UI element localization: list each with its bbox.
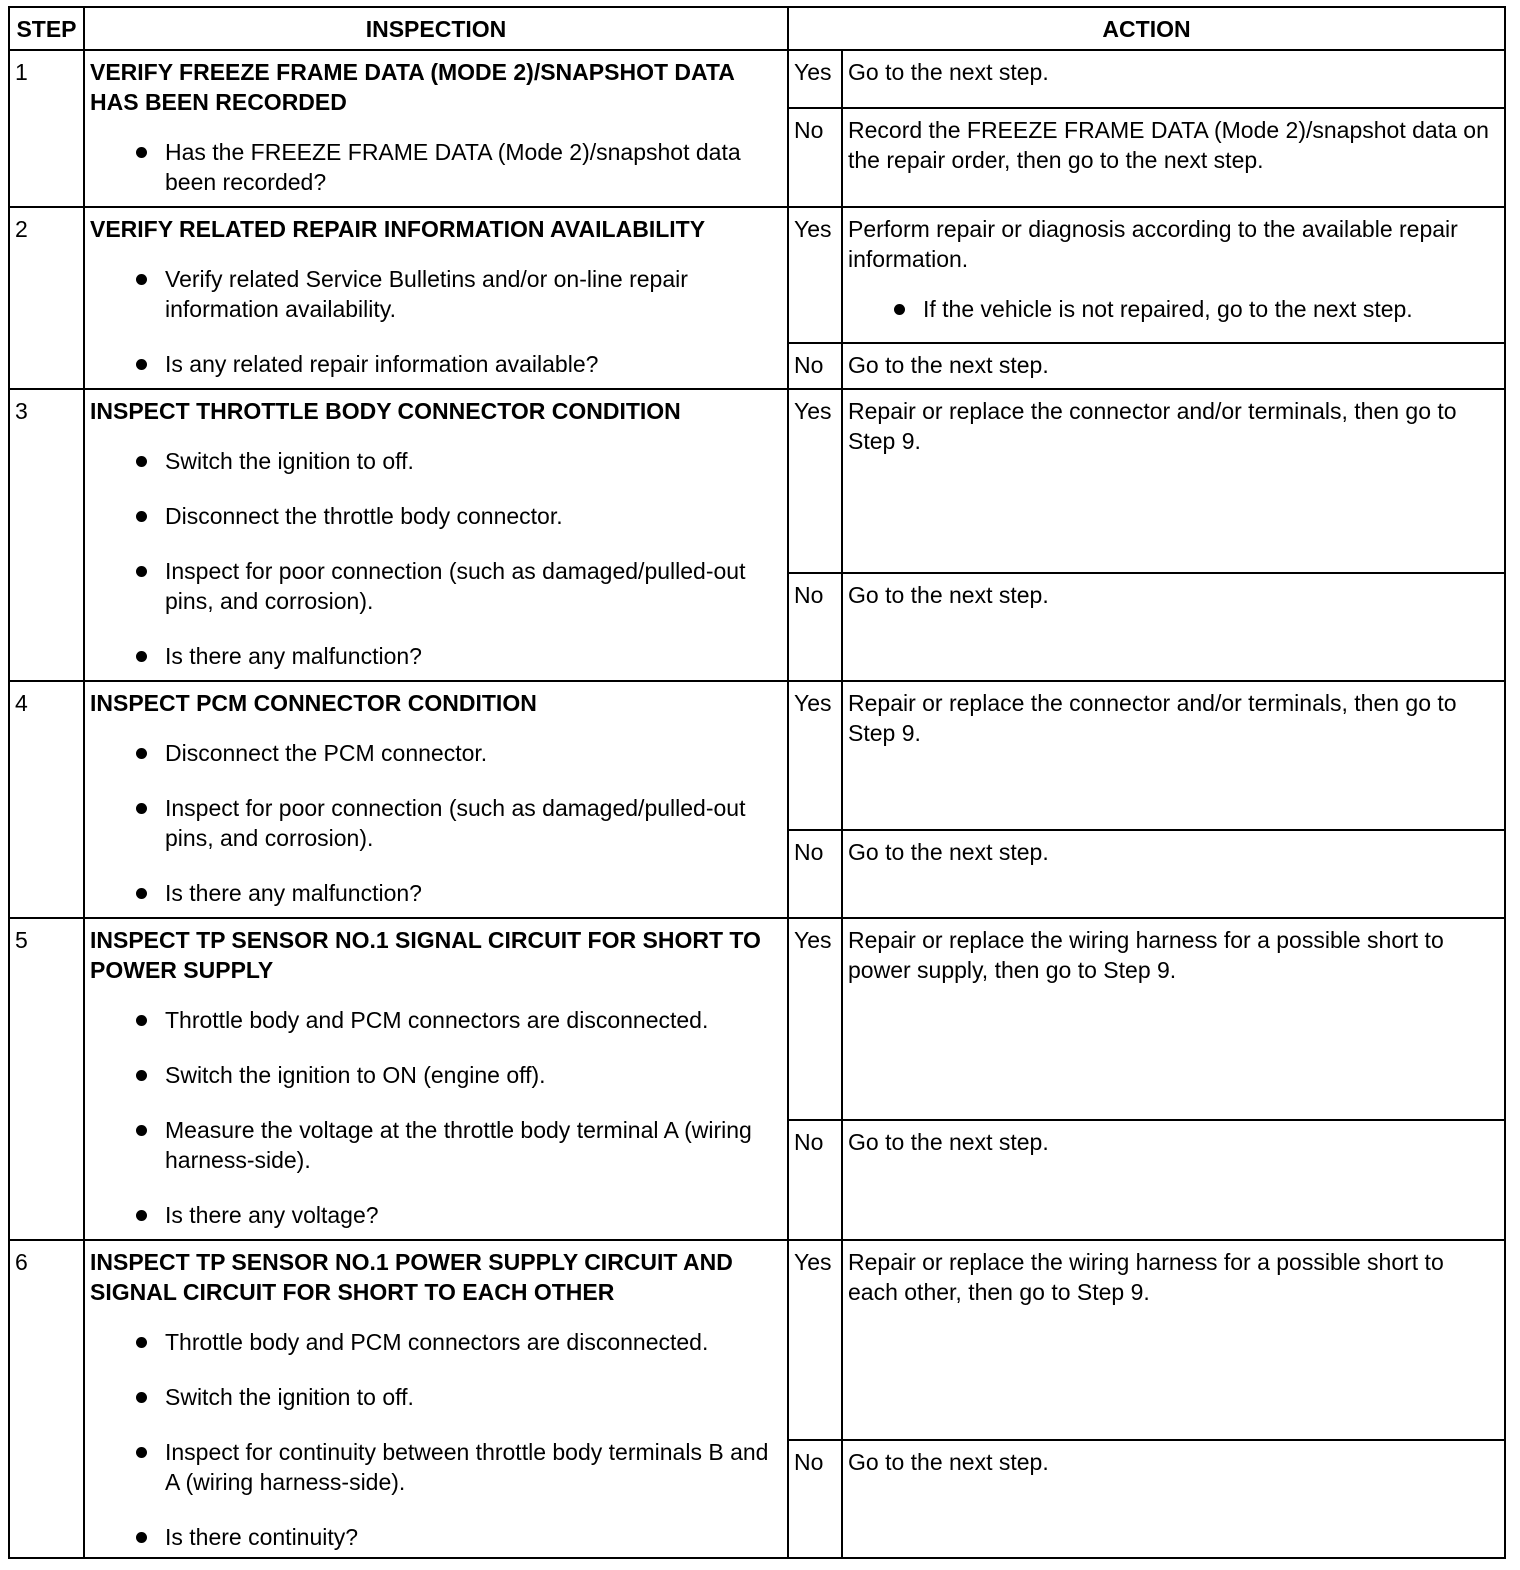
inspection-bullet: Inspect for continuity between throttle body terminals B and A (wiring harness-side).	[90, 1437, 782, 1497]
table-row	[9, 50, 1505, 108]
table-row	[9, 1240, 1505, 1440]
yes-action: Repair or replace the wiring harness for a possible short to power supply, then go to Step 9.	[842, 918, 1505, 1120]
yes-action: Repair or replace the connector and/or terminals, then go to Step 9.	[842, 389, 1505, 573]
step-number: 4	[9, 681, 84, 918]
inspection-bullet: Throttle body and PCM connectors are disconnected.	[90, 1327, 782, 1357]
inspection-bullet: Is there any voltage?	[90, 1200, 782, 1230]
inspection-bullet: Is there continuity?	[90, 1522, 782, 1552]
yes-label: Yes	[788, 918, 842, 1120]
yes-action: Repair or replace the connector and/or terminals, then go to Step 9.	[842, 681, 1505, 830]
inspection-bullet: Measure the voltage at the throttle body terminal A (wiring harness-side).	[90, 1115, 782, 1175]
inspection-bullet: Is there any malfunction?	[90, 641, 782, 671]
inspection-bullet: Verify related Service Bulletins and/or on-line repair information availability.	[90, 264, 782, 324]
table-row	[9, 918, 1505, 1120]
inspection-bullets	[90, 264, 782, 379]
table-row	[9, 389, 1505, 573]
header-row	[9, 7, 1505, 50]
no-action: Go to the next step.	[842, 1120, 1505, 1240]
table-row	[9, 207, 1505, 343]
inspection-bullets	[90, 1327, 782, 1552]
inspection-heading: INSPECT THROTTLE BODY CONNECTOR CONDITION	[90, 398, 681, 424]
yes-label: Yes	[788, 50, 842, 108]
no-label: No	[788, 573, 842, 681]
inspection-cell	[84, 681, 788, 918]
inspection-bullet: Switch the ignition to ON (engine off).	[90, 1060, 782, 1090]
inspection-bullet: Disconnect the throttle body connector.	[90, 501, 782, 531]
no-action: Go to the next step.	[842, 343, 1505, 389]
step-number: 2	[9, 207, 84, 389]
inspection-bullets	[90, 137, 782, 197]
yes-label: Yes	[788, 1240, 842, 1440]
inspection-heading: INSPECT PCM CONNECTOR CONDITION	[90, 690, 537, 716]
no-label: No	[788, 830, 842, 918]
step-number: 1	[9, 50, 84, 207]
inspection-heading: VERIFY FREEZE FRAME DATA (MODE 2)/SNAPSHOT DATA HAS BEEN RECORDED	[90, 59, 735, 115]
step-number: 5	[9, 918, 84, 1240]
header-step: STEP	[9, 7, 84, 50]
header-action: ACTION	[788, 7, 1505, 50]
no-action: Go to the next step.	[842, 830, 1505, 918]
inspection-bullets	[90, 1005, 782, 1230]
inspection-heading: INSPECT TP SENSOR NO.1 SIGNAL CIRCUIT FOR SHORT TO POWER SUPPLY	[90, 927, 761, 983]
step-number: 3	[9, 389, 84, 681]
inspection-bullet: Switch the ignition to off.	[90, 446, 782, 476]
inspection-cell	[84, 207, 788, 389]
inspection-bullet: Has the FREEZE FRAME DATA (Mode 2)/snapshot data been recorded?	[90, 137, 782, 197]
no-action: Go to the next step.	[842, 573, 1505, 681]
inspection-bullet: Is any related repair information available?	[90, 349, 782, 379]
yes-action-bullet: If the vehicle is not repaired, go to the next step.	[848, 294, 1499, 324]
inspection-cell	[84, 1240, 788, 1558]
diagnostic-procedure-table	[8, 6, 1506, 1559]
no-label: No	[788, 343, 842, 389]
inspection-cell	[84, 918, 788, 1240]
inspection-cell	[84, 50, 788, 207]
step-number: 6	[9, 1240, 84, 1558]
yes-action-cell	[842, 207, 1505, 343]
yes-label: Yes	[788, 681, 842, 830]
inspection-cell	[84, 389, 788, 681]
no-label: No	[788, 1440, 842, 1558]
no-label: No	[788, 108, 842, 207]
inspection-bullet: Inspect for poor connection (such as damaged/pulled-out pins, and corrosion).	[90, 556, 782, 616]
no-label: No	[788, 1120, 842, 1240]
yes-action: Perform repair or diagnosis according to the available repair information.	[848, 216, 1458, 272]
inspection-bullet: Is there any malfunction?	[90, 878, 782, 908]
yes-action: Go to the next step.	[842, 50, 1505, 108]
yes-action: Repair or replace the wiring harness for a possible short to each other, then go to Step 9.	[842, 1240, 1505, 1440]
inspection-bullets	[90, 738, 782, 908]
yes-label: Yes	[788, 207, 842, 343]
no-action: Go to the next step.	[842, 1440, 1505, 1558]
inspection-bullet: Switch the ignition to off.	[90, 1382, 782, 1412]
header-inspection: INSPECTION	[84, 7, 788, 50]
inspection-bullet: Inspect for poor connection (such as damaged/pulled-out pins, and corrosion).	[90, 793, 782, 853]
table-row	[9, 681, 1505, 830]
inspection-bullets	[90, 446, 782, 671]
inspection-heading: INSPECT TP SENSOR NO.1 POWER SUPPLY CIRCUIT AND SIGNAL CIRCUIT FOR SHORT TO EACH OTHER	[90, 1249, 733, 1305]
inspection-bullet: Throttle body and PCM connectors are disconnected.	[90, 1005, 782, 1035]
inspection-bullet: Disconnect the PCM connector.	[90, 738, 782, 768]
yes-label: Yes	[788, 389, 842, 573]
inspection-heading: VERIFY RELATED REPAIR INFORMATION AVAILABILITY	[90, 216, 706, 242]
no-action: Record the FREEZE FRAME DATA (Mode 2)/snapshot data on the repair order, then go to the next step.	[842, 108, 1505, 207]
